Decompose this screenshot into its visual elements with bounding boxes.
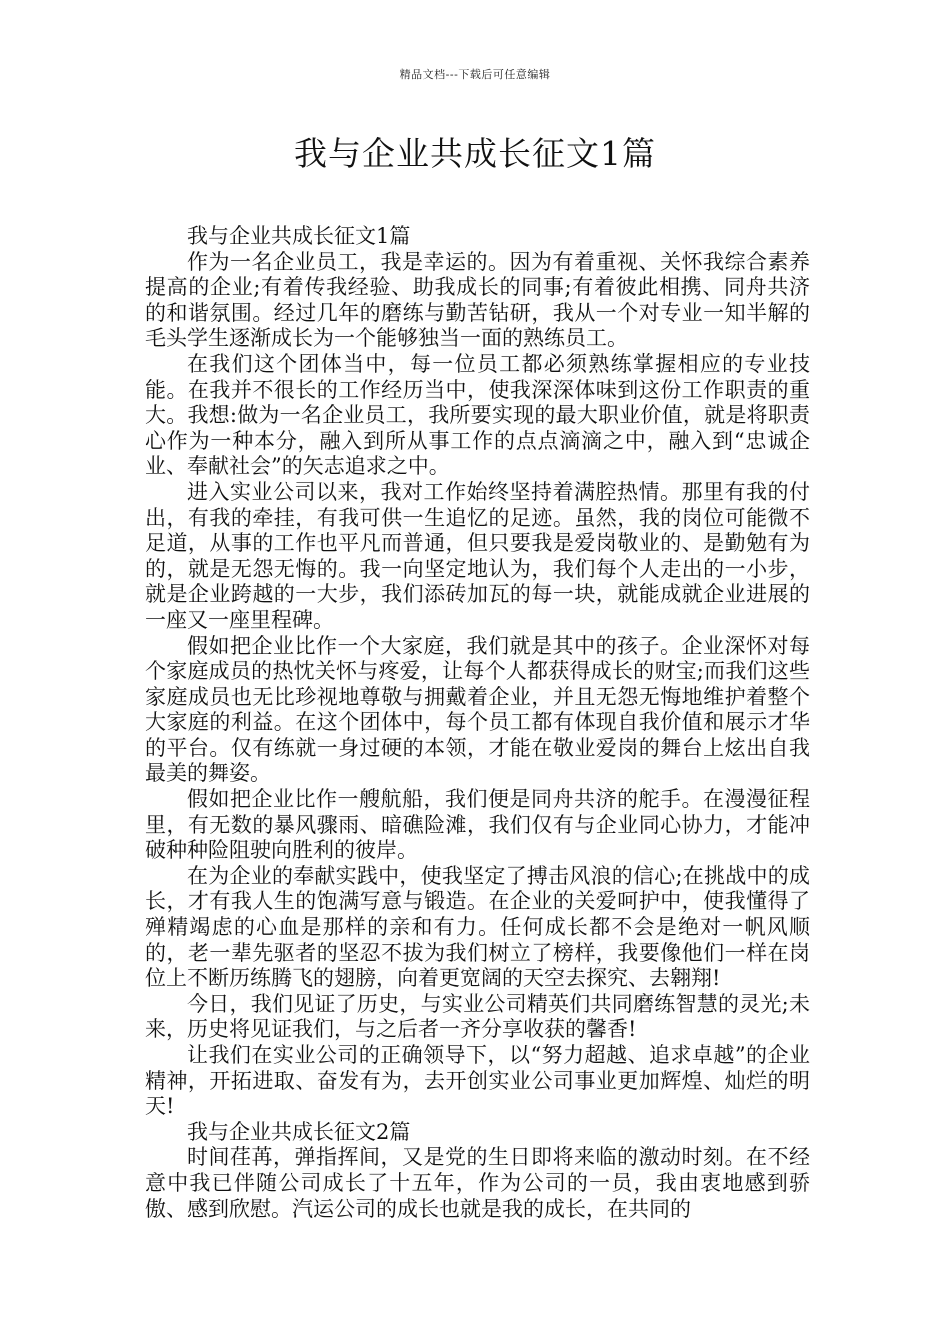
paragraph: 时间荏苒，弹指挥间，又是党的生日即将来临的激动时刻。在不经意中我已伴随公司成长了十五年，作为公司的一员，我由衷地感到骄傲、感到欣慰。汽运公司的成长也就是我的成长，在共同的: [145, 1145, 810, 1221]
header-note: 精品文档---下载后可任意编辑: [399, 68, 551, 81]
paragraph: 在为企业的奉献实践中，使我坚定了搏击风浪的信心;在挑战中的成长，才有我人生的饱满写意与锻造。在企业的关爱呵护中，使我懂得了殚精竭虑的心血是那样的亲和有力。任何成长都不会是绝对一帆风顺的，老一辈先驱者的坚忍不拔为我们树立了榜样，我要像他们一样在岗位上不断历练腾飞的翅膀，向着更宽阔的天空去探究、去翱翔!: [145, 863, 810, 991]
document-body: [145, 224, 810, 1222]
paragraph: 在我们这个团体当中，每一位员工都必须熟练掌握相应的专业技能。在我并不很长的工作经历当中，使我深深体味到这份工作职责的重大。我想:做为一名企业员工，我所要实现的最大职业价值，就是将职责心作为一种本分，融入到所从事工作的点点滴滴之中，融入到“忠诚企业、奉献社会”的矢志追求之中。: [145, 351, 810, 479]
paragraph: 假如把企业比作一艘航船，我们便是同舟共济的舵手。在漫漫征程里，有无数的暴风骤雨、暗礁险滩，我们仅有与企业同心协力，才能冲破种种险阻驶向胜利的彼岸。: [145, 787, 810, 863]
paragraph: 作为一名企业员工，我是幸运的。因为有着重视、关怀我综合素养提高的企业;有着传我经验、助我成长的同事;有着彼此相携、同舟共济的和谐氛围。经过几年的磨练与勤苦钻研，我从一个对专业一知半解的毛头学生逐渐成长为一个能够独当一面的熟练员工。: [145, 249, 810, 351]
paragraph: 假如把企业比作一个大家庭，我们就是其中的孩子。企业深怀对每个家庭成员的热忱关怀与疼爱，让每个人都获得成长的财宝;而我们这些家庭成员也无比珍视地尊敬与拥戴着企业，并且无怨无悔地维护着整个大家庭的利益。在这个团体中，每个员工都有体现自我价值和展示才华的平台。仅有练就一身过硬的本领，才能在敬业爱岗的舞台上炫出自我最美的舞姿。: [145, 633, 810, 786]
document-title: 我与企业共成长征文1篇: [294, 134, 656, 173]
section-heading-1: 我与企业共成长征文1篇: [187, 224, 411, 248]
paragraph: 今日，我们见证了历史，与实业公司精英们共同磨练智慧的灵光;未来，历史将见证我们，与之后者一齐分享收获的馨香!: [145, 991, 810, 1042]
section-heading-2: 我与企业共成长征文2篇: [187, 1119, 411, 1144]
paragraph: 让我们在实业公司的正确领导下，以“努力超越、追求卓越”的企业精神，开拓进取、奋发有为，去开创实业公司事业更加辉煌、灿烂的明天!: [145, 1043, 810, 1119]
paragraph: 进入实业公司以来，我对工作始终坚持着满腔热情。那里有我的付出，有我的牵挂，有我可供一生追忆的足迹。虽然，我的岗位可能微不足道，从事的工作也平凡而普通，但只要我是爱岗敬业的、是勤勉有为的，就是无怨无悔的。我一向坚定地认为，我们每个人走出的一小步，就是企业跨越的一大步，我们添砖加瓦的每一块，就能成就企业进展的一座又一座里程碑。: [145, 479, 810, 632]
